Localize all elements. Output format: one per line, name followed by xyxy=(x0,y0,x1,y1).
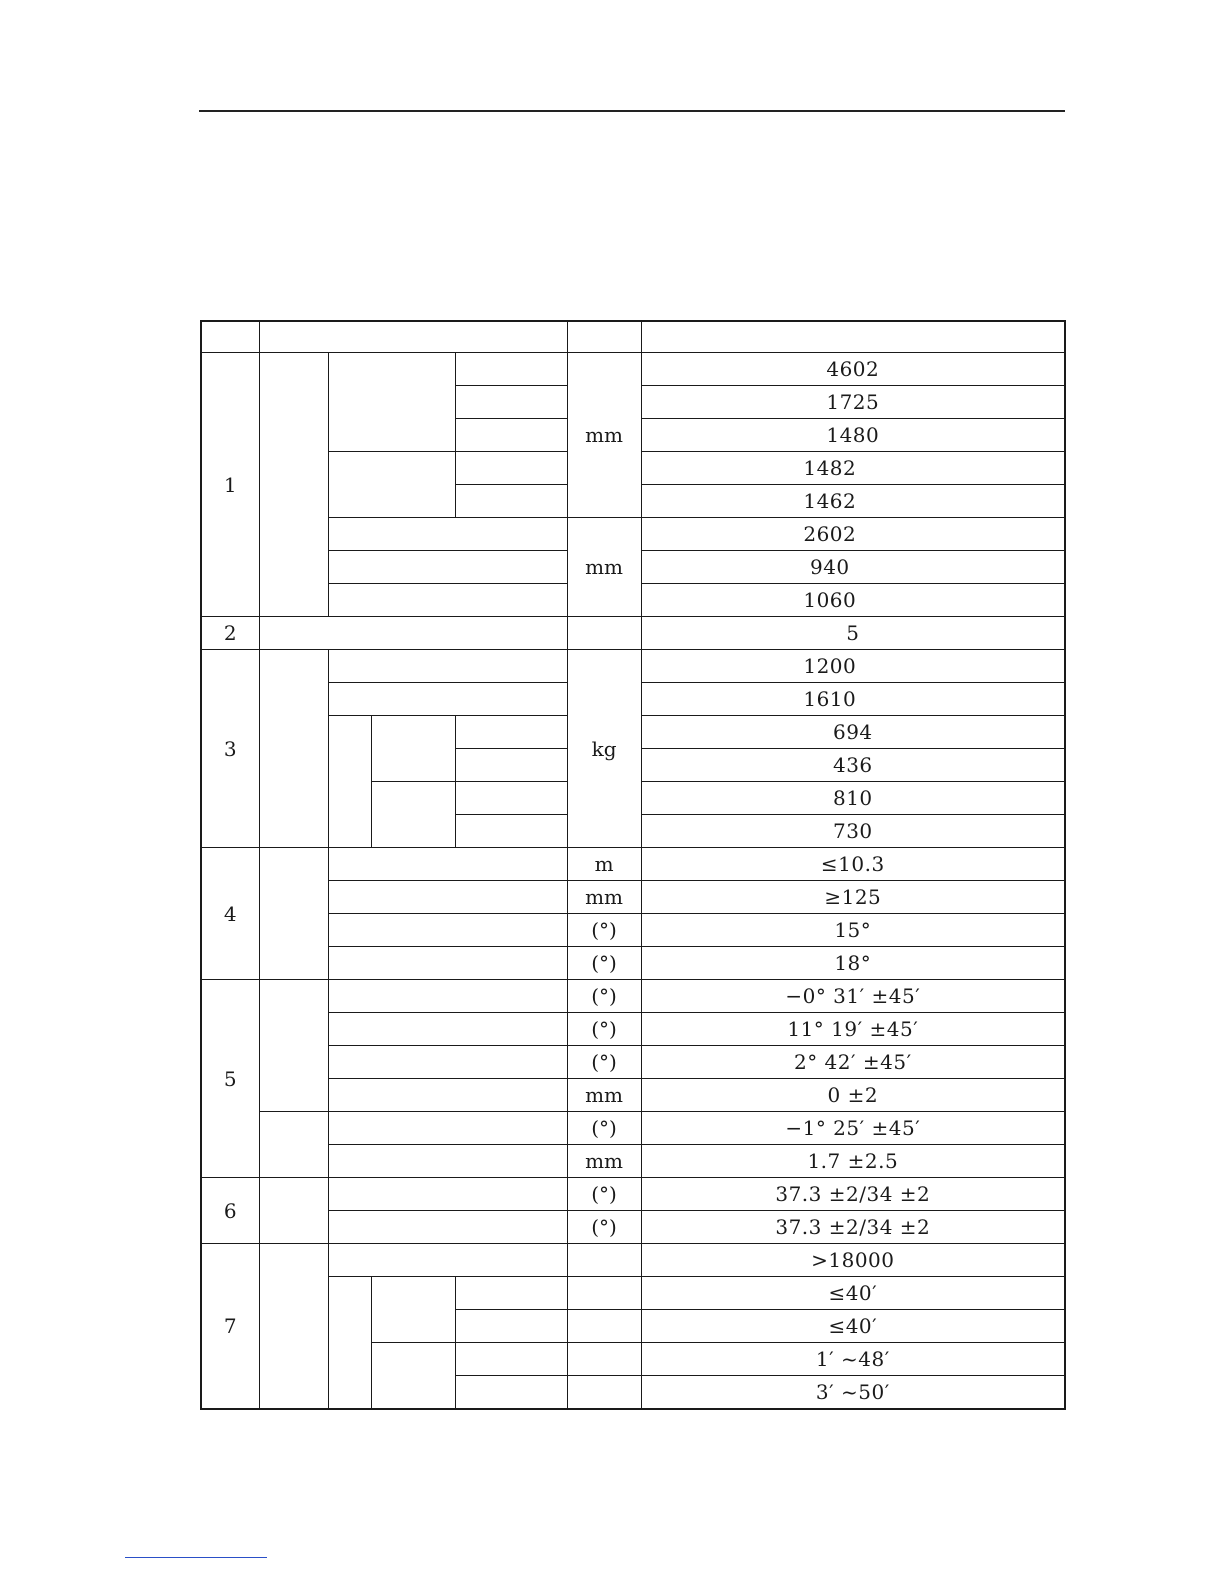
unit-cell xyxy=(567,1376,641,1410)
table-row xyxy=(201,980,1065,1013)
subgroup-label xyxy=(371,1277,455,1343)
item-label xyxy=(455,1376,567,1410)
item-label xyxy=(328,848,567,881)
value-cell: 0 ±2 xyxy=(641,1079,1065,1112)
header-cell-index xyxy=(201,321,259,353)
table-row xyxy=(201,1013,1065,1046)
unit-cell: m xyxy=(567,848,641,881)
table-row xyxy=(201,914,1065,947)
table-row xyxy=(201,1112,1065,1145)
unit-cell: (°) xyxy=(567,1013,641,1046)
group-label xyxy=(259,1244,328,1410)
item-label xyxy=(455,353,567,386)
item-label xyxy=(455,419,567,452)
group-number: 3 xyxy=(201,650,259,848)
item-label xyxy=(328,881,567,914)
value-cell: −0° 31′ ±45′ xyxy=(641,980,1065,1013)
item-label xyxy=(328,650,567,683)
table-row xyxy=(201,617,1065,650)
value-cell: 5 xyxy=(641,617,1065,650)
table-row xyxy=(201,1211,1065,1244)
item-label xyxy=(328,518,567,551)
item-label xyxy=(328,1079,567,1112)
item-label xyxy=(455,815,567,848)
value-cell: 1482 xyxy=(641,452,1065,485)
value-cell: 1′ ~48′ xyxy=(641,1343,1065,1376)
unit-cell: kg xyxy=(567,650,641,848)
value-cell: 4602 xyxy=(641,353,1065,386)
table-row xyxy=(201,650,1065,683)
header-cell-value xyxy=(641,321,1065,353)
value-cell: 1725 xyxy=(641,386,1065,419)
item-label xyxy=(328,914,567,947)
group-label xyxy=(259,1178,328,1244)
group-number: 6 xyxy=(201,1178,259,1244)
item-label xyxy=(455,716,567,749)
unit-cell: (°) xyxy=(567,1178,641,1211)
item-label xyxy=(328,1013,567,1046)
group-label xyxy=(259,848,328,980)
table-row xyxy=(201,1079,1065,1112)
value-cell: ≤40′ xyxy=(641,1277,1065,1310)
group-number: 2 xyxy=(201,617,259,650)
value-cell: 730 xyxy=(641,815,1065,848)
item-label xyxy=(328,1112,567,1145)
group-number: 1 xyxy=(201,353,259,617)
value-cell: −1° 25′ ±45′ xyxy=(641,1112,1065,1145)
value-cell: 436 xyxy=(641,749,1065,782)
table-row xyxy=(201,848,1065,881)
subgroup-label xyxy=(328,452,455,518)
item-label xyxy=(328,1244,567,1277)
item-label xyxy=(328,551,567,584)
value-cell: >18000 xyxy=(641,1244,1065,1277)
item-label xyxy=(328,683,567,716)
item-label xyxy=(328,1046,567,1079)
item-label xyxy=(259,617,567,650)
item-label xyxy=(328,1145,567,1178)
unit-cell: mm xyxy=(567,518,641,617)
table-header-row xyxy=(201,321,1065,353)
item-label xyxy=(328,980,567,1013)
item-label xyxy=(455,1277,567,1310)
value-cell: 2602 xyxy=(641,518,1065,551)
value-cell: 810 xyxy=(641,782,1065,815)
unit-cell xyxy=(567,1277,641,1310)
header-cell-item xyxy=(259,321,567,353)
unit-cell: (°) xyxy=(567,1211,641,1244)
value-cell: 37.3 ±2/34 ±2 xyxy=(641,1211,1065,1244)
unit-cell: mm xyxy=(567,881,641,914)
header-rule xyxy=(199,110,1065,112)
unit-cell: (°) xyxy=(567,947,641,980)
value-cell: 11° 19′ ±45′ xyxy=(641,1013,1065,1046)
item-label xyxy=(455,386,567,419)
item-label xyxy=(328,947,567,980)
group-label xyxy=(259,353,328,617)
group-number: 4 xyxy=(201,848,259,980)
value-cell: 18° xyxy=(641,947,1065,980)
value-cell: 15° xyxy=(641,914,1065,947)
value-cell: 2° 42′ ±45′ xyxy=(641,1046,1065,1079)
subgroup-label xyxy=(328,353,455,452)
unit-cell xyxy=(567,1244,641,1277)
value-cell: 1.7 ±2.5 xyxy=(641,1145,1065,1178)
value-cell: ≤10.3 xyxy=(641,848,1065,881)
unit-cell xyxy=(567,1310,641,1343)
group-label xyxy=(259,650,328,848)
item-label xyxy=(455,749,567,782)
subgroup-label xyxy=(371,1343,455,1410)
table-row xyxy=(201,1178,1065,1211)
unit-cell: (°) xyxy=(567,980,641,1013)
subgroup-label xyxy=(371,782,455,848)
unit-cell: (°) xyxy=(567,1112,641,1145)
footer-link-underline[interactable] xyxy=(125,1557,267,1558)
value-cell: 3′ ~50′ xyxy=(641,1376,1065,1410)
table-row xyxy=(201,353,1065,386)
item-label xyxy=(328,1211,567,1244)
value-cell: 37.3 ±2/34 ±2 xyxy=(641,1178,1065,1211)
subgroup-label xyxy=(371,716,455,782)
item-label xyxy=(455,782,567,815)
item-label xyxy=(455,1343,567,1376)
value-cell: 1060 xyxy=(641,584,1065,617)
group-label xyxy=(259,980,328,1112)
table-row xyxy=(201,1145,1065,1178)
unit-cell: (°) xyxy=(567,1046,641,1079)
item-label xyxy=(455,452,567,485)
item-label xyxy=(455,1310,567,1343)
unit-cell: mm xyxy=(567,1145,641,1178)
item-label xyxy=(328,584,567,617)
table-row xyxy=(201,1244,1065,1277)
specification-table xyxy=(200,320,1066,1410)
table-row xyxy=(201,947,1065,980)
unit-cell: mm xyxy=(567,1079,641,1112)
value-cell: 1462 xyxy=(641,485,1065,518)
header-cell-unit xyxy=(567,321,641,353)
value-cell: 694 xyxy=(641,716,1065,749)
value-cell: 1610 xyxy=(641,683,1065,716)
item-label xyxy=(455,485,567,518)
unit-cell xyxy=(567,1343,641,1376)
group-number: 7 xyxy=(201,1244,259,1410)
unit-cell: (°) xyxy=(567,914,641,947)
value-cell: 1480 xyxy=(641,419,1065,452)
group-number: 5 xyxy=(201,980,259,1178)
group-label xyxy=(259,1112,328,1178)
table-row xyxy=(201,1277,1065,1310)
unit-cell xyxy=(567,617,641,650)
item-label xyxy=(328,1178,567,1211)
table-row xyxy=(201,881,1065,914)
value-cell: ≤40′ xyxy=(641,1310,1065,1343)
table-row xyxy=(201,518,1065,551)
value-cell: 1200 xyxy=(641,650,1065,683)
value-cell: ≥125 xyxy=(641,881,1065,914)
unit-cell: mm xyxy=(567,353,641,518)
value-cell: 940 xyxy=(641,551,1065,584)
subgroup-label xyxy=(328,1277,371,1410)
subgroup-label xyxy=(328,716,371,848)
table-row xyxy=(201,1046,1065,1079)
